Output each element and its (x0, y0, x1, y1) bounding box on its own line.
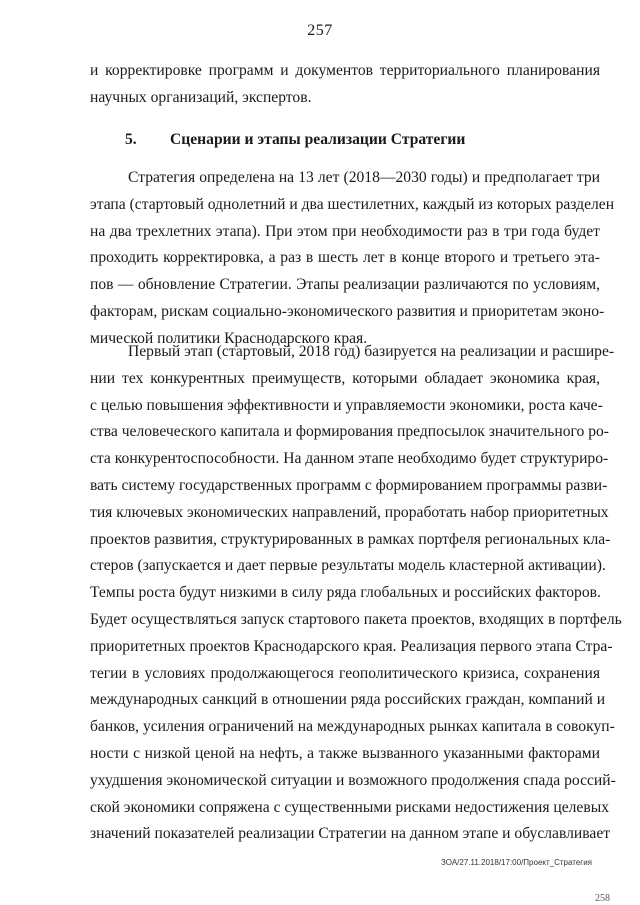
text-line: международных санкций в отношении ряда российских граждан, компаний и (90, 691, 606, 709)
intro-text (90, 58, 600, 112)
text-line: проектов развития, структурированных в рамках портфеля региональных кла- (90, 530, 611, 548)
text-line: мической политики Краснодарского края. (90, 329, 368, 347)
text-line: на два трехлетних этапа). При этом при необходимости раз в три года будет (90, 222, 600, 240)
text-line: тия ключевых экономических направлений, проработать набор приоритетных (90, 503, 609, 521)
next-page-number-fragment: 258 (595, 893, 610, 904)
text-line: приоритетных проектов Краснодарского края. Реализация первого этапа Стра- (90, 637, 613, 655)
text-line: стеров (запускается и дает первые результаты модель кластерной активации). (90, 557, 606, 575)
text-line: научных организаций, экспертов. (90, 88, 312, 106)
text-line: проходить корректировка, а раз в шесть лет в конце второго и третьего эта- (90, 249, 600, 267)
section-heading (125, 131, 465, 149)
text-line: ства человеческого капитала и формирования предпосылок значительного ро- (90, 423, 610, 441)
paragraph-1 (90, 165, 615, 353)
text-line: этапа (стартовый однолетний и два шестилетних, каждый из которых разделен (90, 195, 615, 213)
text-line: значений показателей реализации Стратегии на данном этапе и обуславливает (90, 825, 611, 843)
footer-document-reference: ЗОА/27.11.2018/17:00/Проект_Стратегия (441, 858, 592, 867)
text-line: пов — обновление Стратегии. Этапы реализации различаются по условиям, (90, 276, 600, 294)
text-line: ухудшения экономической ситуации и возможного продолжения спада россий- (90, 771, 616, 789)
text-line: ской экономики сопряжена с существенными рисками недостижения целевых (90, 798, 609, 816)
text-line: ста конкурентоспособности. На данном этапе необходимо будет структуриро- (90, 450, 609, 468)
text-line: Стратегия определена на 13 лет (2018—2030 годы) и предполагает три (128, 169, 600, 186)
text-line: Темпы роста будут низкими в силу ряда глобальных и российских факторов. (90, 584, 601, 602)
text-line: нии тех конкурентных преимуществ, которыми обладает экономика края, (90, 369, 600, 387)
text-line: с целью повышения эффективности и управляемости экономики, роста каче- (90, 396, 603, 414)
text-line: банков, усиления ограничений на международных рынках капитала в совокуп- (90, 718, 615, 736)
section-title: Сценарии и этапы реализации Стратегии (170, 131, 466, 148)
page-number: 257 (307, 22, 333, 39)
text-line: ности с низкой ценой на нефть, а также вызванного указанными факторами (90, 744, 600, 762)
text-line: тегии в условиях продолжающегося геополитического кризиса, сохранения (90, 664, 600, 682)
text-line: Первый этап (стартовый, 2018 год) базируется на реализации и расшире- (128, 343, 615, 360)
text-line: Будет осуществляться запуск стартового пакета проектов, входящих в портфель (90, 610, 622, 628)
text-line: факторам, рискам социально-экономического развития и приоритетам эконо- (90, 302, 605, 320)
section-number: 5. (125, 131, 137, 148)
text-line: вать систему государственных программ с формированием программы разви- (90, 476, 608, 494)
text-line: и корректировке программ и документов территориального планирования (90, 62, 600, 79)
paragraph-2 (90, 339, 622, 848)
